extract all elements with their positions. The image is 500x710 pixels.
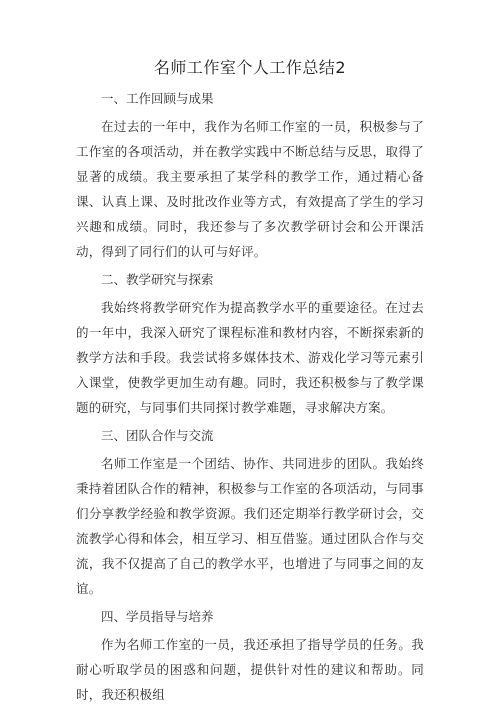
section-paragraph: 在过去的一年中，我作为名师工作室的一员，积极参与了工作室的各项活动，并在教学实践中不断总结与反思，取得了显著的成绩。我主要承担了某学科的教学工作，通过精心备课、认真上课、及时批改作业等方式，有效提高了学生的学习兴趣和成绩。同时，我还参与了多次教学研讨会和公开课活动，得到了同行们的认可与好评。 [76, 119, 424, 259]
section-team-cooperation [76, 423, 424, 601]
document-page [76, 56, 424, 710]
section-trainee-guidance [76, 604, 424, 707]
section-paragraph: 名师工作室是一个团结、协作、共同进步的团队。我始终秉持着团队合作的精神，积极参与工作室的各项活动，与同事们分享教学经验和教学资源。我们还定期举行教学研讨会，交流教学心得和体会，相互学习、相互借鉴。通过团队合作与交流，我不仅提高了自己的教学水平，也增进了与同事之间的友谊。 [76, 456, 424, 596]
section-heading: 四、学员指导与培养 [101, 609, 214, 624]
section-paragraph: 作为名师工作室的一员，我还承担了指导学员的任务。我耐心听取学员的困惑和问题，提供针对性的建议和帮助。同时，我还积极组 [76, 637, 424, 702]
document-title: 名师工作室个人工作总结2 [153, 58, 347, 77]
section-heading: 二、教学研究与探索 [101, 272, 214, 287]
section-heading: 三、团队合作与交流 [101, 428, 214, 443]
section-heading: 一、工作回顾与成果 [101, 91, 214, 106]
section-work-review [76, 86, 424, 264]
section-paragraph: 我始终将教学研究作为提高教学水平的重要途径。在过去的一年中，我深入研究了课程标准和教材内容，不断探索新的教学方法和手段。我尝试将多媒体技术、游戏化学习等元素引入课堂，使教学更加生动有趣。同时，我还积极参与了教学课题的研究，与同事们共同探讨教学难题，寻求解决方案。 [76, 300, 424, 415]
section-teaching-research [76, 267, 424, 420]
